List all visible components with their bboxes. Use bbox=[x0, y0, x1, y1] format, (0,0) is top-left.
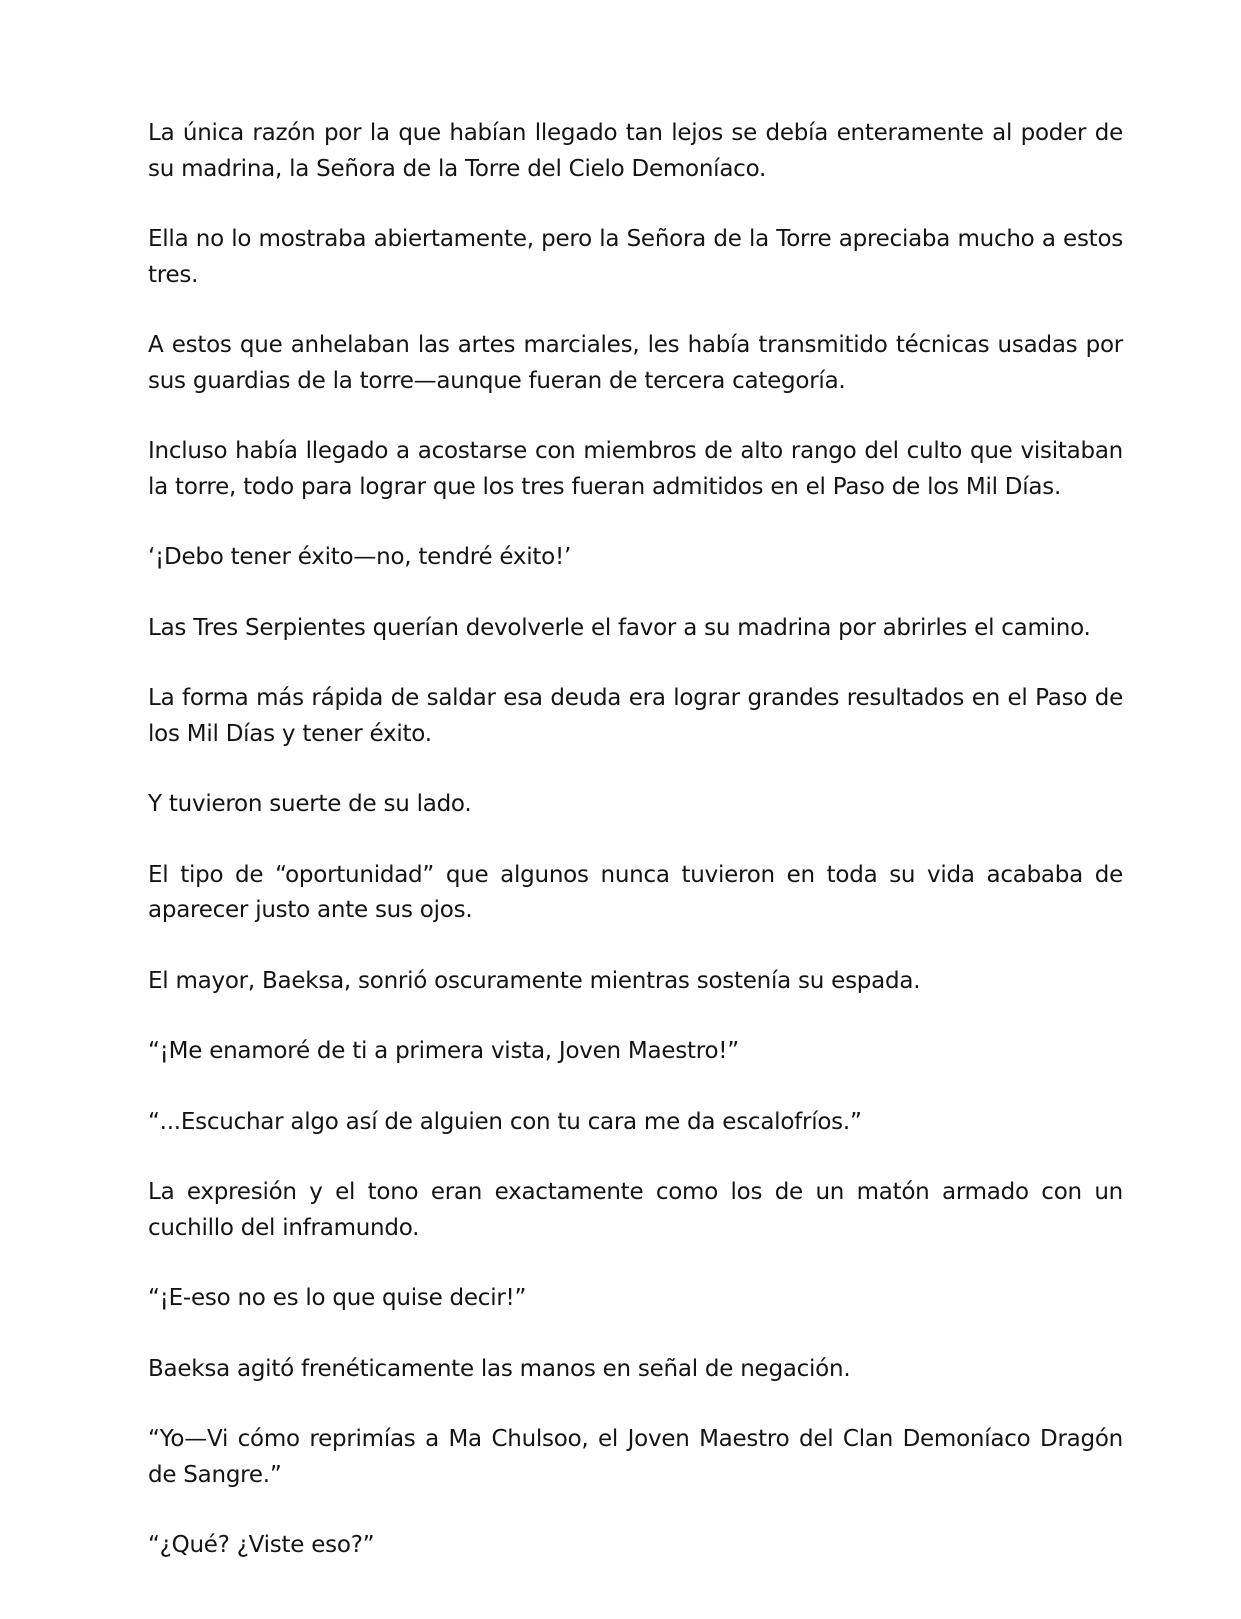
paragraph: La forma más rápida de saldar esa deuda era lograr grandes resultados en el Paso de los Mil Días y tener éxito. bbox=[148, 685, 1123, 747]
paragraph: Y tuvieron suerte de su lado. bbox=[148, 791, 472, 817]
paragraph: Baeksa agitó frenéticamente las manos en señal de negación. bbox=[148, 1355, 851, 1382]
paragraph: “¿Qué? ¿Viste eso?” bbox=[148, 1532, 375, 1558]
paragraph: ‘¡Debo tener éxito—no, tendré éxito!’ bbox=[148, 544, 572, 570]
paragraph: “...Escuchar algo así de alguien con tu cara me da escalofríos.” bbox=[148, 1108, 862, 1135]
paragraph: “¡Me enamoré de ti a primera vista, Joven Maestro!” bbox=[148, 1038, 739, 1064]
paragraph: “¡E-eso no es lo que quise decir!” bbox=[148, 1285, 527, 1311]
document-page bbox=[148, 116, 1123, 1599]
paragraph: Incluso había llegado a acostarse con miembros de alto rango del culto que visitaban la torre, todo para lograr que los tres fueran admitidos en el Paso de los Mil Días. bbox=[148, 438, 1123, 500]
paragraph: El tipo de “oportunidad” que algunos nunca tuvieron en toda su vida acababa de aparecer justo ante sus ojos. bbox=[148, 861, 1123, 923]
paragraph: “Yo—Vi cómo reprimías a Ma Chulsoo, el Joven Maestro del Clan Demoníaco Dragón de Sangre.” bbox=[148, 1426, 1123, 1488]
paragraph: A estos que anhelaban las artes marciales, les había transmitido técnicas usadas por sus guardias de la torre—aunque fueran de tercera categoría. bbox=[148, 332, 1123, 394]
paragraph: Las Tres Serpientes querían devolverle el favor a su madrina por abrirles el camino. bbox=[148, 614, 1091, 641]
paragraph: La expresión y el tono eran exactamente como los de un matón armado con un cuchillo del inframundo. bbox=[148, 1179, 1123, 1241]
paragraph: Ella no lo mostraba abiertamente, pero la Señora de la Torre apreciaba mucho a estos tres. bbox=[148, 226, 1123, 288]
paragraph: El mayor, Baeksa, sonrió oscuramente mientras sostenía su espada. bbox=[148, 967, 921, 994]
paragraph: La única razón por la que habían llegado tan lejos se debía enteramente al poder de su madrina, la Señora de la Torre del Cielo Demoníaco. bbox=[148, 120, 1123, 182]
